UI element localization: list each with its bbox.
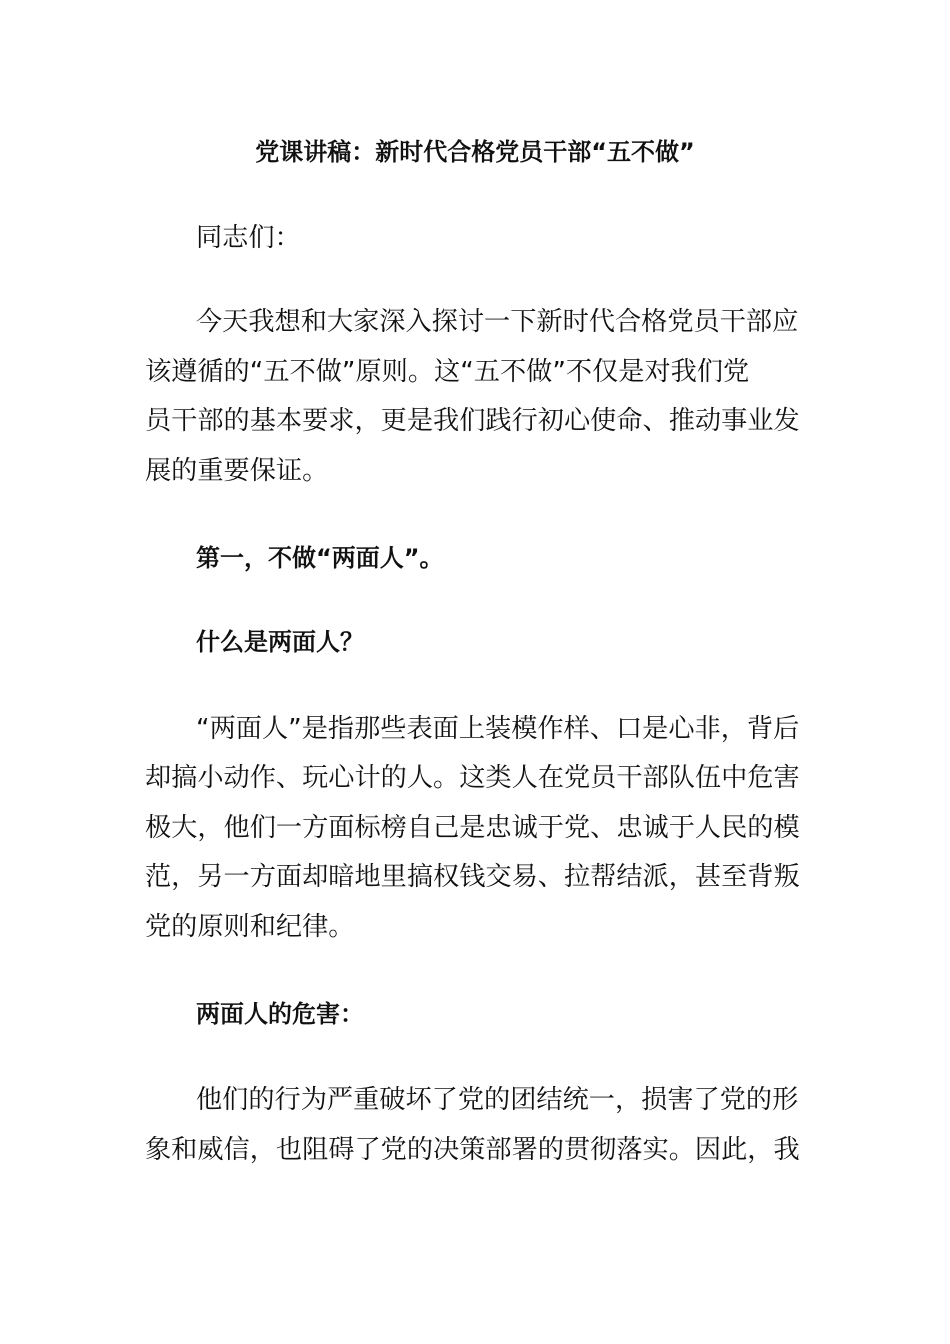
paragraph-line: 范，另一方面却暗地里搞权钱交易、拉帮结派，甚至背叛 xyxy=(145,862,800,892)
paragraph-line: 象和威信，也阻碍了党的决策部署的贯彻落实。因此，我 xyxy=(145,1135,800,1165)
paragraph-line: “两面人”是指那些表面上装模作样、口是心非，背后 xyxy=(196,714,800,744)
paragraph-line: 极大，他们一方面标榜自己是忠诚于党、忠诚于人民的模 xyxy=(145,813,800,843)
document-title: 党课讲稿：新时代合格党员干部“五不做” xyxy=(255,138,695,166)
paragraph-line: 却搞小动作、玩心计的人。这类人在党员干部队伍中危害 xyxy=(145,763,800,793)
paragraph-line: 党的原则和纪律。 xyxy=(145,912,355,942)
paragraph-line: 今天我想和大家深入探讨一下新时代合格党员干部应 xyxy=(196,307,799,337)
paragraph-line: 该遵循的“五不做”原则。这“五不做”不仅是对我们党 xyxy=(145,357,750,387)
paragraph-line: 员干部的基本要求，更是我们践行初心使命、推动事业发 xyxy=(145,406,800,436)
paragraph-line: 展的重要保证。 xyxy=(145,456,329,486)
section-heading: 第一，不做“两面人”。 xyxy=(196,544,444,572)
subsection-heading: 两面人的危害： xyxy=(196,1000,364,1028)
paragraph-line: 他们的行为严重破坏了党的团结统一，损害了党的形 xyxy=(196,1085,799,1115)
subsection-heading: 什么是两面人？ xyxy=(196,628,364,656)
greeting: 同志们： xyxy=(196,223,301,253)
